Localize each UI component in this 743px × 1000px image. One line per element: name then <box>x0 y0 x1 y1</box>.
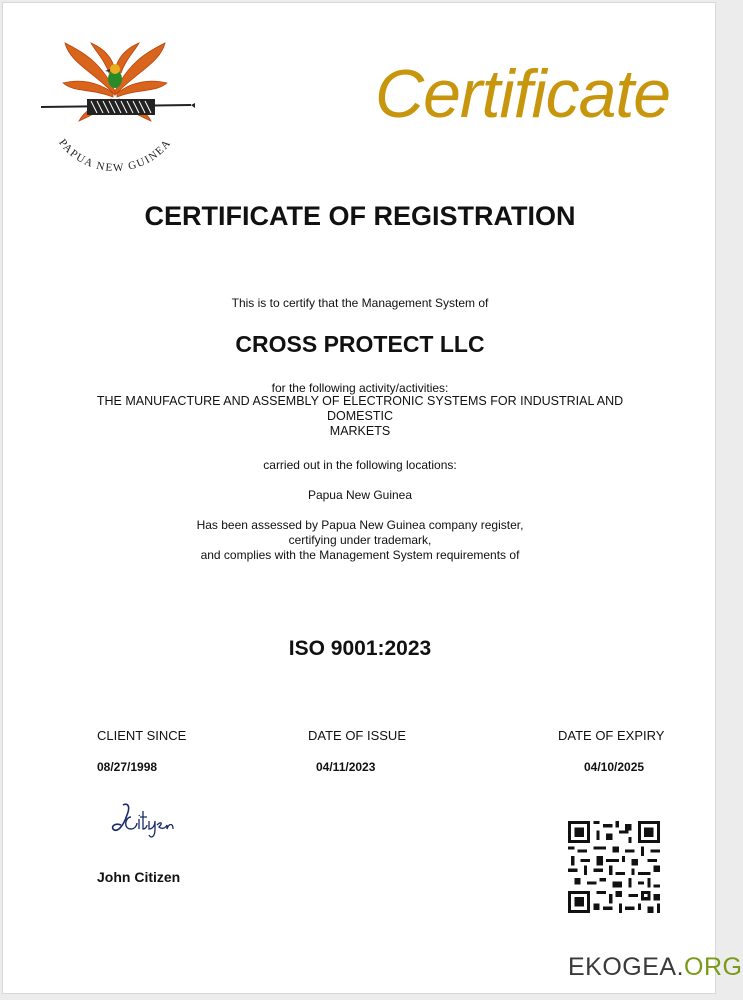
activity-description <box>3 394 717 439</box>
certificate-title: CERTIFICATE OF REGISTRATION <box>144 201 576 231</box>
client-since-value: 08/27/1998 <box>97 760 158 774</box>
activity-line: DOMESTIC <box>327 409 393 423</box>
assessment-line: and complies with the Management System requirements of <box>200 548 520 562</box>
emblem-arc-text: PAPUA NEW GUINEA <box>56 136 174 173</box>
assessment-line: certifying under trademark, <box>288 533 432 547</box>
date-of-expiry-label: DATE OF EXPIRY <box>558 728 665 743</box>
watermark-part2: ORG <box>684 953 743 981</box>
iso-standard: ISO 9001:2023 <box>288 637 432 660</box>
location-value: Papua New Guinea <box>307 488 413 502</box>
locations-intro: carried out in the following locations: <box>263 458 457 472</box>
assessment-statement <box>3 518 717 563</box>
signer-name: John Citizen <box>97 869 181 885</box>
activity-intro: for the following activity/activities: <box>271 381 449 395</box>
qr-code-icon <box>568 821 660 913</box>
activity-line: MARKETS <box>329 424 391 438</box>
activity-line: THE MANUFACTURE AND ASSEMBLY OF ELECTRONIC SYSTEMS FOR INDUSTRIAL AND <box>96 394 624 408</box>
date-of-expiry-value: 04/10/2025 <box>584 760 645 774</box>
png-emblem-icon <box>35 33 195 173</box>
date-of-issue-value: 04/11/2023 <box>316 760 376 774</box>
date-of-issue-label: DATE OF ISSUE <box>308 728 406 743</box>
ekogea-watermark <box>568 953 743 982</box>
intro-text: This is to certify that the Management System of <box>231 296 489 310</box>
company-name: CROSS PROTECT LLC <box>235 331 485 357</box>
certificate-page <box>2 2 716 994</box>
certificate-heading-script: Certificate <box>375 56 671 132</box>
handwritten-signature-icon <box>109 799 179 843</box>
watermark-part1: EKOGEA. <box>568 953 685 981</box>
client-since-label: CLIENT SINCE <box>97 728 187 743</box>
assessment-line: Has been assessed by Papua New Guinea company register, <box>196 518 524 532</box>
